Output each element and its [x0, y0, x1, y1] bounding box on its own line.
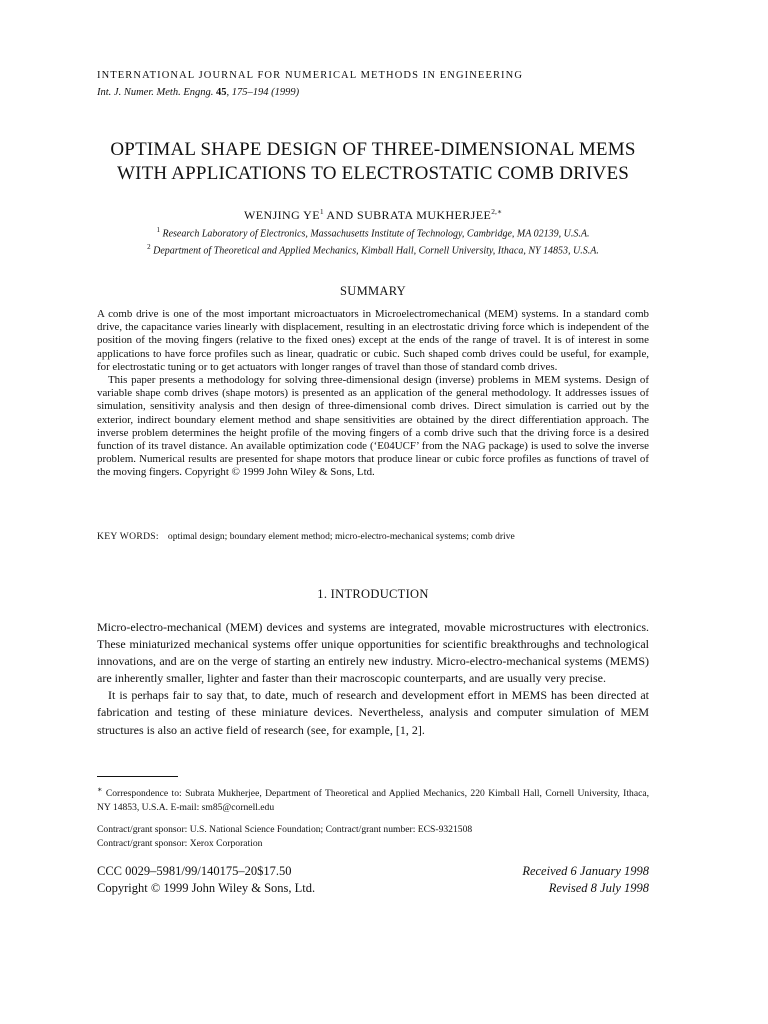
author-list: [97, 207, 649, 223]
sponsor-line-2: Contract/grant sponsor: Xerox Corporation: [97, 837, 263, 849]
affiliation-2-mark: 2: [147, 243, 151, 251]
grant-sponsors: [97, 823, 649, 850]
title-line-1: OPTIMAL SHAPE DESIGN OF THREE-DIMENSIONAL MEMS: [110, 139, 636, 160]
citation-prefix: Int. J. Numer. Meth. Engng.: [97, 87, 214, 98]
introduction-paragraph-2: It is perhaps fair to say that, to date, much of research and development effort in MEMS has been directed at fabrication and testing of these miniature devices. Nevertheless, analysis and computer simulation of MEM structures is also an active field of research (see, for example, [1, 2].: [97, 688, 649, 737]
sponsor-line-1: Contract/grant sponsor: U.S. National Science Foundation; Contract/grant number: ECS-9321508: [97, 824, 473, 835]
citation-pages-year: , 175–194 (1999): [226, 87, 300, 98]
summary-heading: SUMMARY: [339, 284, 406, 298]
author-1-mark: 1: [319, 207, 324, 216]
affiliation-1-mark: 1: [156, 226, 160, 234]
introduction-heading: 1. INTRODUCTION: [317, 587, 429, 601]
footnote-mark: ∗: [97, 785, 103, 794]
summary-body: [97, 308, 649, 480]
received-date: Received 6 January 1998: [522, 864, 649, 878]
copyright-line: Copyright © 1999 John Wiley & Sons, Ltd.: [97, 881, 316, 895]
affiliation-2-text: Department of Theoretical and Applied Mechanics, Kimball Hall, Cornell University, Ithaca, NY 14853, U.S.A.: [153, 245, 599, 257]
volume-number: 45: [215, 87, 227, 98]
keywords-text: optimal design; boundary element method; micro-electro-mechanical systems; comb drive: [167, 531, 515, 542]
author-1: WENJING YE: [244, 208, 320, 222]
introduction-body: [97, 619, 649, 739]
author-2-mark: 2,∗: [491, 207, 502, 216]
affiliation-1-text: Research Laboratory of Electronics, Massachusetts Institute of Technology, Cambridge, MA 02139, U.S.A.: [162, 228, 590, 240]
journal-name: INTERNATIONAL JOURNAL FOR NUMERICAL METHODS IN ENGINEERING: [97, 70, 524, 81]
summary-paragraph-2: This paper presents a methodology for solving three-dimensional design (inverse) problems in MEM systems. Design of variable shape comb drives (shape motors) is presented as an application of the general methodology. It addresses issues of simulation, sensitivity analysis and then design of three-dimensional comb drives. Direct simulation is carried out by the exterior, indirect boundary element method and shape sensitivities are obtained by the direct differentiation approach. The inverse problem determines the height profile of the moving fingers of a comb drive such that the driving force is a desired function of its travel distance. An available optimization code (‘E04UCF’ from the NAG package) is used to solve the inverse problem. Numerical results are presented for shape motors that produce linear or cubic force profiles as functions of travel of the moving fingers. Copyright © 1999 John Wiley & Sons, Ltd.: [97, 374, 649, 479]
introduction-paragraph-1: Micro-electro-mechanical (MEM) devices and systems are integrated, movable microstructures with electronics. These miniaturized mechanical systems offer unique opportunities for scientific breakthroughs and technological innovations, and are on the verge of starting an entirely new industry. Micro-electro-mechanical systems (MEMS) are inherently smaller, lighter and faster than their macroscopic counterparts, and are usually very precise.: [97, 620, 649, 686]
affiliation-1: [97, 226, 649, 239]
author-connector: AND: [323, 208, 358, 222]
keywords-label: KEY WORDS:: [97, 531, 159, 542]
title-line-2: WITH APPLICATIONS TO ELECTROSTATIC COMB DRIVES: [116, 163, 630, 184]
correspondence-footnote: [97, 783, 649, 814]
affiliation-2: [97, 243, 649, 256]
paper-title: [97, 138, 649, 186]
ccc-code: CCC 0029–5981/99/140175–20$17.50: [97, 864, 292, 878]
author-2: SUBRATA MUKHERJEE: [357, 208, 492, 222]
revised-date: Revised 8 July 1998: [548, 881, 649, 895]
footnote-rule: [97, 776, 178, 777]
keywords: [97, 531, 515, 542]
journal-citation: [97, 87, 299, 98]
footnote-text: Correspondence to: Subrata Mukherjee, Department of Theoretical and Applied Mechanics, 220 Kimball Hall, Cornell University, Ithaca, NY 14853, U.S.A. E-mail: sm85@cornell.edu: [97, 788, 649, 813]
summary-paragraph-1: A comb drive is one of the most important microactuators in Microelectromechanical (MEM) systems. In a standard comb drive, the capacitance varies linearly with displacement, resulting in an electrostatic driving force which is independent of the position of the moving fingers (relative to the fixed ones) except at the ends of the range of travel. It is of interest in some applications to have force profiles such as linear, quadratic or cubic. Such shaped comb drives could be useful, for example, for electrostatic tuning or to get actuators with longer ranges of travel than those of standard comb drives.: [97, 308, 649, 373]
